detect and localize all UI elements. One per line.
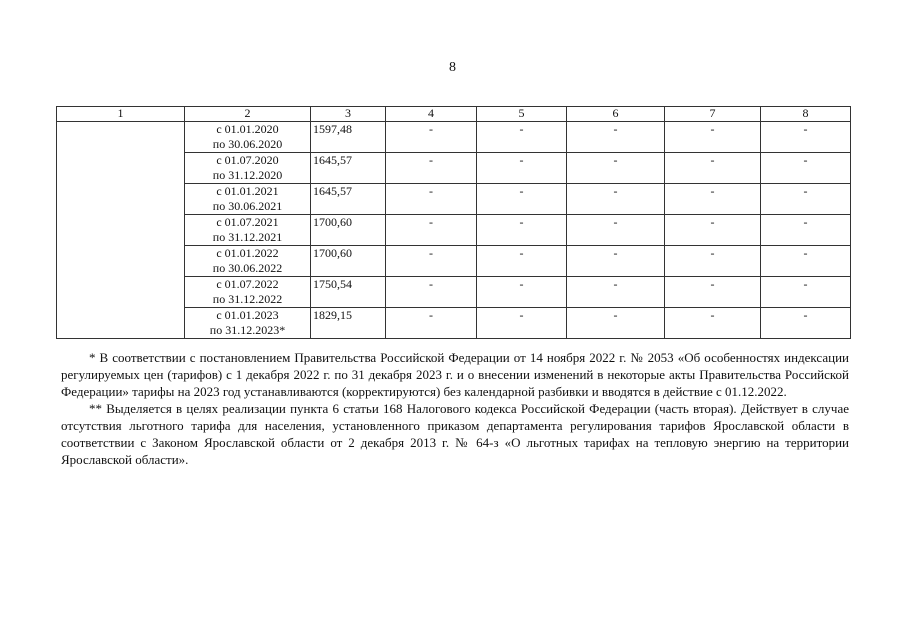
column-header-7: 7 (665, 107, 761, 122)
dash-cell: - (477, 215, 567, 246)
period-end: по 30.06.2021 (212, 199, 283, 213)
period-cell (185, 215, 311, 246)
column-header-6: 6 (567, 107, 665, 122)
table-row (57, 122, 851, 153)
period-start: с 01.07.2022 (216, 277, 279, 291)
period-cell (185, 122, 311, 153)
tariff-value: 1597,48 (311, 122, 386, 153)
dash-cell: - (386, 122, 477, 153)
column-header-4: 4 (386, 107, 477, 122)
footnote-1: * В соответствии с постановлением Правительства Российской Федерации от 14 ноября 2022 г. № 2053 «Об особенностях индексации регулируемых цен (тарифов) с 1 декабря 2022 г. по 31 декабря 2023 г. и о внесении изменений в некоторые акты Правительства Российской Федерации» тарифы на 2023 год устанавливаются (корректируются) без календарной разбивки и вводятся в действие с 01.12.2022. (61, 350, 849, 399)
tariff-value: 1750,54 (311, 277, 386, 308)
period-end: по 31.12.2023* (209, 323, 286, 337)
period-end: по 30.06.2022 (212, 261, 283, 275)
dash-cell: - (567, 308, 665, 339)
period-cell (185, 277, 311, 308)
dash-cell: - (665, 153, 761, 184)
period-start: с 01.01.2023 (216, 308, 279, 322)
period-end: по 31.12.2021 (212, 230, 283, 244)
dash-cell: - (477, 184, 567, 215)
column-header-3: 3 (311, 107, 386, 122)
column-header-1: 1 (57, 107, 185, 122)
period-start: с 01.01.2020 (216, 122, 279, 136)
footnotes (61, 349, 849, 468)
tariff-value: 1700,60 (311, 246, 386, 277)
period-cell (185, 246, 311, 277)
period-start: с 01.07.2021 (216, 215, 279, 229)
period-end: по 30.06.2020 (212, 137, 283, 151)
dash-cell: - (567, 277, 665, 308)
period-start: с 01.01.2022 (216, 246, 279, 260)
dash-cell: - (665, 246, 761, 277)
tariff-value: 1645,57 (311, 184, 386, 215)
period-cell (185, 308, 311, 339)
dash-cell: - (386, 308, 477, 339)
dash-cell: - (761, 184, 851, 215)
dash-cell: - (761, 215, 851, 246)
period-cell (185, 184, 311, 215)
dash-cell: - (665, 215, 761, 246)
merged-empty-cell (57, 122, 185, 339)
dash-cell: - (761, 153, 851, 184)
footnote-2: ** Выделяется в целях реализации пункта 6 статьи 168 Налогового кодекса Российской Федерации (часть вторая). Действует в случае отсутствия льготного тарифа для населения, установленного приказом департамента регулирования тарифов Ярославской области в соответствии с Законом Ярославской области от 2 декабря 2013 г. № 64-з «О льготных тарифах на тепловую энергию на территории Ярославской области». (61, 401, 849, 467)
dash-cell: - (567, 122, 665, 153)
dash-cell: - (665, 122, 761, 153)
dash-cell: - (665, 277, 761, 308)
dash-cell: - (761, 277, 851, 308)
dash-cell: - (477, 246, 567, 277)
dash-cell: - (567, 153, 665, 184)
dash-cell: - (386, 153, 477, 184)
page-number: 8 (449, 60, 456, 75)
dash-cell: - (386, 277, 477, 308)
dash-cell: - (665, 184, 761, 215)
period-cell (185, 153, 311, 184)
dash-cell: - (477, 308, 567, 339)
dash-cell: - (761, 122, 851, 153)
dash-cell: - (477, 122, 567, 153)
period-end: по 31.12.2022 (212, 292, 283, 306)
tariff-value: 1829,15 (311, 308, 386, 339)
column-header-5: 5 (477, 107, 567, 122)
tariff-table (56, 106, 851, 339)
column-header-2: 2 (185, 107, 311, 122)
dash-cell: - (386, 215, 477, 246)
tariff-value: 1645,57 (311, 153, 386, 184)
dash-cell: - (386, 246, 477, 277)
period-start: с 01.01.2021 (216, 184, 279, 198)
table-header-row (57, 107, 851, 122)
tariff-value: 1700,60 (311, 215, 386, 246)
dash-cell: - (665, 308, 761, 339)
dash-cell: - (567, 215, 665, 246)
period-start: с 01.07.2020 (216, 153, 279, 167)
dash-cell: - (477, 153, 567, 184)
period-end: по 31.12.2020 (212, 168, 283, 182)
dash-cell: - (386, 184, 477, 215)
dash-cell: - (477, 277, 567, 308)
column-header-8: 8 (761, 107, 851, 122)
dash-cell: - (761, 308, 851, 339)
dash-cell: - (761, 246, 851, 277)
dash-cell: - (567, 246, 665, 277)
dash-cell: - (567, 184, 665, 215)
